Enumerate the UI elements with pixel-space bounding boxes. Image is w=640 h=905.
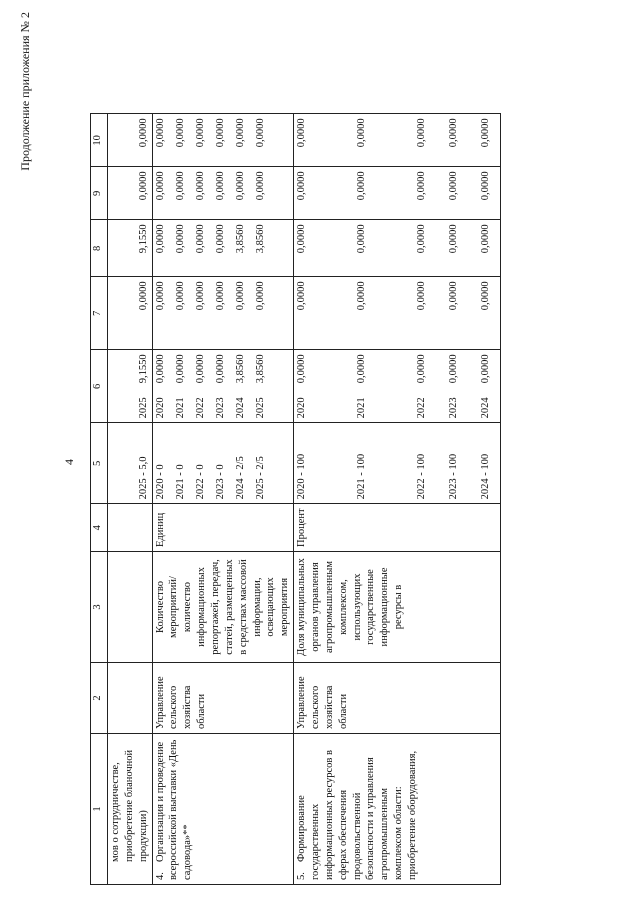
table-row xyxy=(152,114,294,885)
row5-c9: 0,0000 xyxy=(448,171,460,201)
row4-target: 2023 - 0 xyxy=(214,464,226,500)
row4-org: Управление сельского хозяйства области xyxy=(152,663,294,734)
row4-c7: 0,0000 xyxy=(194,281,206,311)
row4-c9: 0,0000 xyxy=(254,171,266,201)
carry-target: 2025 - 5,0 xyxy=(108,423,153,504)
row5-c7: 0,0000 xyxy=(416,281,428,311)
row4-c7: 0,0000 xyxy=(174,281,186,311)
row4-c8: 3,8560 xyxy=(234,224,246,254)
row4-c9: 0,0000 xyxy=(154,171,166,201)
row5-c8: 0,0000 xyxy=(356,224,368,254)
row5-c9: 0,0000 xyxy=(296,171,308,201)
page-number: 4 xyxy=(62,459,76,465)
row4-c8: 0,0000 xyxy=(174,224,186,254)
row5-c10: 0,0000 xyxy=(448,118,460,148)
row5-c6: 0,0000 xyxy=(448,354,460,384)
row4-c6: 0,0000 xyxy=(174,354,186,384)
row4-c7: 0,0000 xyxy=(214,281,226,311)
col-header-3: 3 xyxy=(91,552,108,663)
row5-target: 2024 - 100 xyxy=(480,453,492,500)
row4-c10: 0,0000 xyxy=(154,118,166,148)
row4-year: 2022 xyxy=(194,397,206,419)
row5-c9: 0,0000 xyxy=(416,171,428,201)
row5-indicator: Доля муниципальных органов управления агропромышленным комплексом, использующих государственные информационные ресурсы в xyxy=(294,552,501,663)
row4-c10: 0,0000 xyxy=(174,118,186,148)
row5-c7: 0,0000 xyxy=(296,281,308,311)
row4-target: 2022 - 0 xyxy=(194,464,206,500)
row5-c10: 0,0000 xyxy=(296,118,308,148)
table-row xyxy=(294,114,501,885)
col-header-7: 7 xyxy=(91,277,108,350)
row5-year: 2023 xyxy=(448,397,460,419)
row5-c6: 0,0000 xyxy=(296,354,308,384)
row5-c7: 0,0000 xyxy=(448,281,460,311)
row4-c9: 0,0000 xyxy=(174,171,186,201)
row5-c9: 0,0000 xyxy=(480,171,492,201)
col-header-4: 4 xyxy=(91,504,108,552)
row4-target: 2020 - 0 xyxy=(154,464,166,500)
carry-c6: 9,1550 xyxy=(137,354,149,384)
carry-c8: 9,1550 xyxy=(108,220,153,277)
row4-year: 2025 xyxy=(254,397,266,419)
row5-year: 2020 xyxy=(296,397,308,419)
header-row xyxy=(91,114,108,885)
table-row xyxy=(108,114,153,885)
row4-c9: 0,0000 xyxy=(214,171,226,201)
col-header-5: 5 xyxy=(91,423,108,504)
row5-target: 2021 - 100 xyxy=(356,453,368,500)
row5-org: Управление сельского хозяйства области xyxy=(294,663,501,734)
row4-c9: 0,0000 xyxy=(194,171,206,201)
col-header-10: 10 xyxy=(91,114,108,167)
carry-c10: 0,0000 xyxy=(108,114,153,167)
row4-c8: 0,0000 xyxy=(214,224,226,254)
row5-c10: 0,0000 xyxy=(356,118,368,148)
row5-c7: 0,0000 xyxy=(480,281,492,311)
row5-c8: 0,0000 xyxy=(480,224,492,254)
col-header-8: 8 xyxy=(91,220,108,277)
row4-target: 2025 - 2/5 xyxy=(254,456,266,500)
row4-c10: 0,0000 xyxy=(194,118,206,148)
row4-c8: 0,0000 xyxy=(154,224,166,254)
row5-c6: 0,0000 xyxy=(480,354,492,384)
row5-c6: 0,0000 xyxy=(356,354,368,384)
row4-year: 2020 xyxy=(154,397,166,419)
row4-c9: 0,0000 xyxy=(234,171,246,201)
row5-c8: 0,0000 xyxy=(296,224,308,254)
row4-year: 2023 xyxy=(214,397,226,419)
row4-c7: 0,0000 xyxy=(234,281,246,311)
row4-c10: 0,0000 xyxy=(214,118,226,148)
row5-c8: 0,0000 xyxy=(416,224,428,254)
row5-unit: Процент xyxy=(294,504,501,552)
row4-num: 4. xyxy=(154,872,166,880)
row5-c7: 0,0000 xyxy=(356,281,368,311)
row4-target: 2021 - 0 xyxy=(174,464,186,500)
row4-c7: 0,0000 xyxy=(254,281,266,311)
row4-name: Организация и проведение всероссийской выставки «День садовода»** xyxy=(154,739,194,880)
row4-c8: 3,8560 xyxy=(254,224,266,254)
appendix-table xyxy=(90,113,501,885)
row5-year: 2022 xyxy=(416,397,428,419)
row5-c10: 0,0000 xyxy=(416,118,428,148)
row4-c6: 0,0000 xyxy=(214,354,226,384)
row5-num: 5. xyxy=(296,872,308,880)
col-header-2: 2 xyxy=(91,663,108,734)
row5-c9: 0,0000 xyxy=(356,171,368,201)
col-header-6: 6 xyxy=(91,350,108,423)
row4-c6: 3,8560 xyxy=(254,354,266,384)
row4-year: 2024 xyxy=(234,397,246,419)
row4-c10: 0,0000 xyxy=(234,118,246,148)
row5-year: 2024 xyxy=(480,397,492,419)
row4-c7: 0,0000 xyxy=(154,281,166,311)
carry-year: 2025 xyxy=(137,397,149,419)
row4-target: 2024 - 2/5 xyxy=(234,456,246,500)
row5-target: 2020 - 100 xyxy=(296,453,308,500)
row4-c6: 0,0000 xyxy=(154,354,166,384)
row4-c6: 3,8560 xyxy=(234,354,246,384)
row5-c8: 0,0000 xyxy=(448,224,460,254)
row5-target: 2022 - 100 xyxy=(416,453,428,500)
carry-text: мов о сотрудничестве, приобретение бланочной продукции) xyxy=(108,734,153,885)
carry-c7: 0,0000 xyxy=(108,277,153,350)
row4-c8: 0,0000 xyxy=(194,224,206,254)
col-header-9: 9 xyxy=(91,167,108,220)
row5-c6: 0,0000 xyxy=(416,354,428,384)
row5-c10: 0,0000 xyxy=(480,118,492,148)
row4-indicator: Количество мероприятий/количество информационных репортажей, передач, статей, размещенных в средствах массовой информации, освещающих мероприятия xyxy=(152,552,294,663)
col-header-1: 1 xyxy=(91,734,108,885)
row5-year: 2021 xyxy=(356,397,368,419)
row4-unit: Единиц xyxy=(152,504,294,552)
row5-name: Формирование государственных информационных ресурсов в сферах обеспечения продовольственной безопасности и управления агропромышленным комплексом области: приобретение оборудования, xyxy=(296,750,419,880)
carry-c9: 0,0000 xyxy=(108,167,153,220)
row5-target: 2023 - 100 xyxy=(448,453,460,500)
row4-c10: 0,0000 xyxy=(254,118,266,148)
row4-c6: 0,0000 xyxy=(194,354,206,384)
row4-year: 2021 xyxy=(174,397,186,419)
appendix-caption: Продолжение приложения № 2 xyxy=(18,12,32,171)
